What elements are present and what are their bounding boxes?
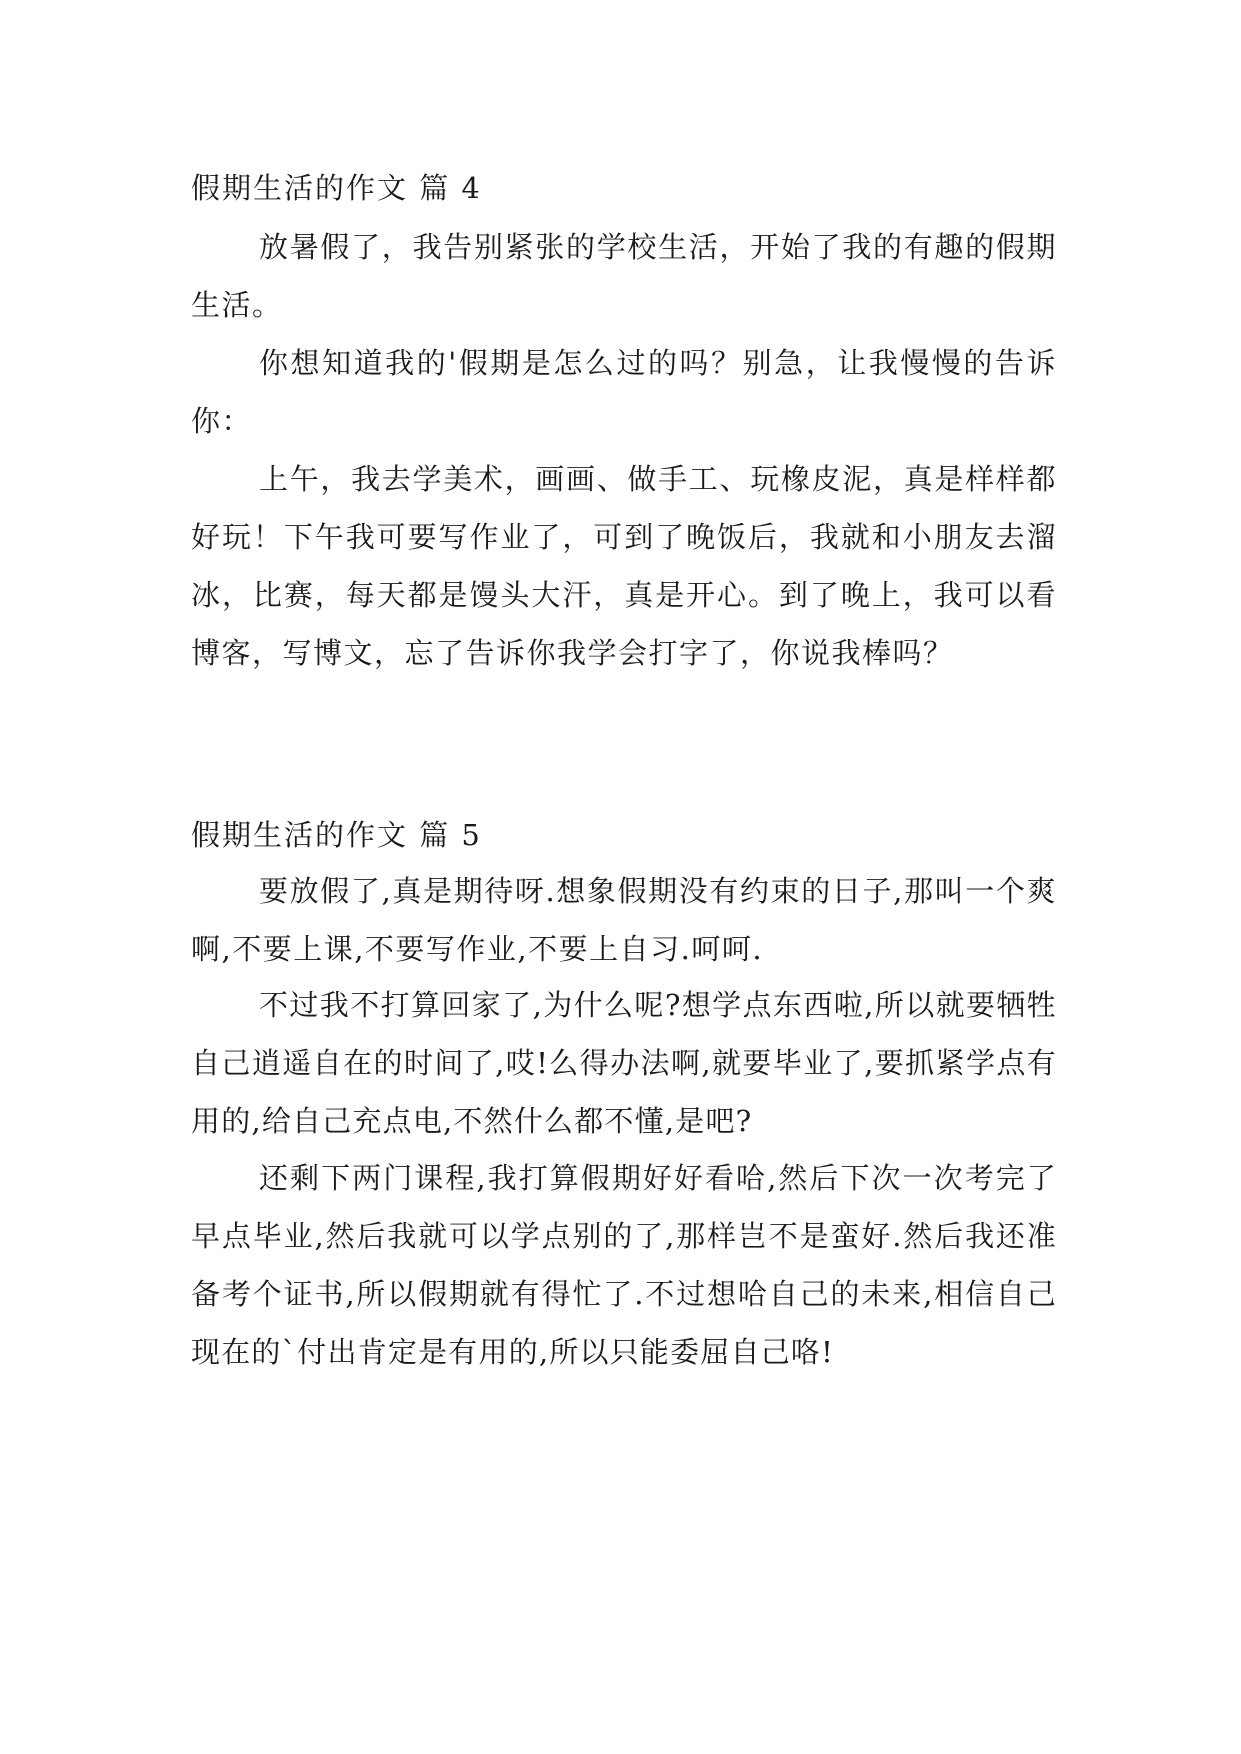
section-5-paragraph-1: 要放假了,真是期待呀.想象假期没有约束的日子,那叫一个爽啊,不要上课,不要写作业,不要上自习.呵呵.	[191, 874, 1057, 966]
section-5-paragraph-2: 不过我不打算回家了,为什么呢?想学点东西啦,所以就要牺牲自己逍遥自在的时间了,哎!么得办法啊,就要毕业了,要抓紧学点有用的,给自己充点电,不然什么都不懂,是吧?	[191, 988, 1057, 1138]
section-4-paragraph-1: 放暑假了，我告别紧张的学校生活，开始了我的有趣的假期生活。	[191, 230, 1057, 322]
section-4-title: 假期生活的作文 篇 4	[191, 171, 482, 205]
section-5-title: 假期生活的作文 篇 5	[191, 818, 482, 852]
section-4-paragraph-2: 你想知道我的'假期是怎么过的吗？别急，让我慢慢的告诉你：	[191, 346, 1057, 438]
section-4-paragraph-3: 上午，我去学美术，画画、做手工、玩橡皮泥，真是样样都好玩！下午我可要写作业了，可到了晚饭后，我就和小朋友去溜冰，比赛，每天都是馒头大汗，真是开心。到了晚上，我可以看博客，写博文，忘了告诉你我学会打字了，你说我棒吗？	[191, 462, 1057, 670]
section-5-paragraph-3: 还剩下两门课程,我打算假期好好看哈,然后下次一次考完了早点毕业,然后我就可以学点别的了,那样岂不是蛮好.然后我还准备考个证书,所以假期就有得忙了.不过想哈自己的未来,相信自己现在的`付出肯定是有用的,所以只能委屈自己咯!	[191, 1161, 1057, 1369]
